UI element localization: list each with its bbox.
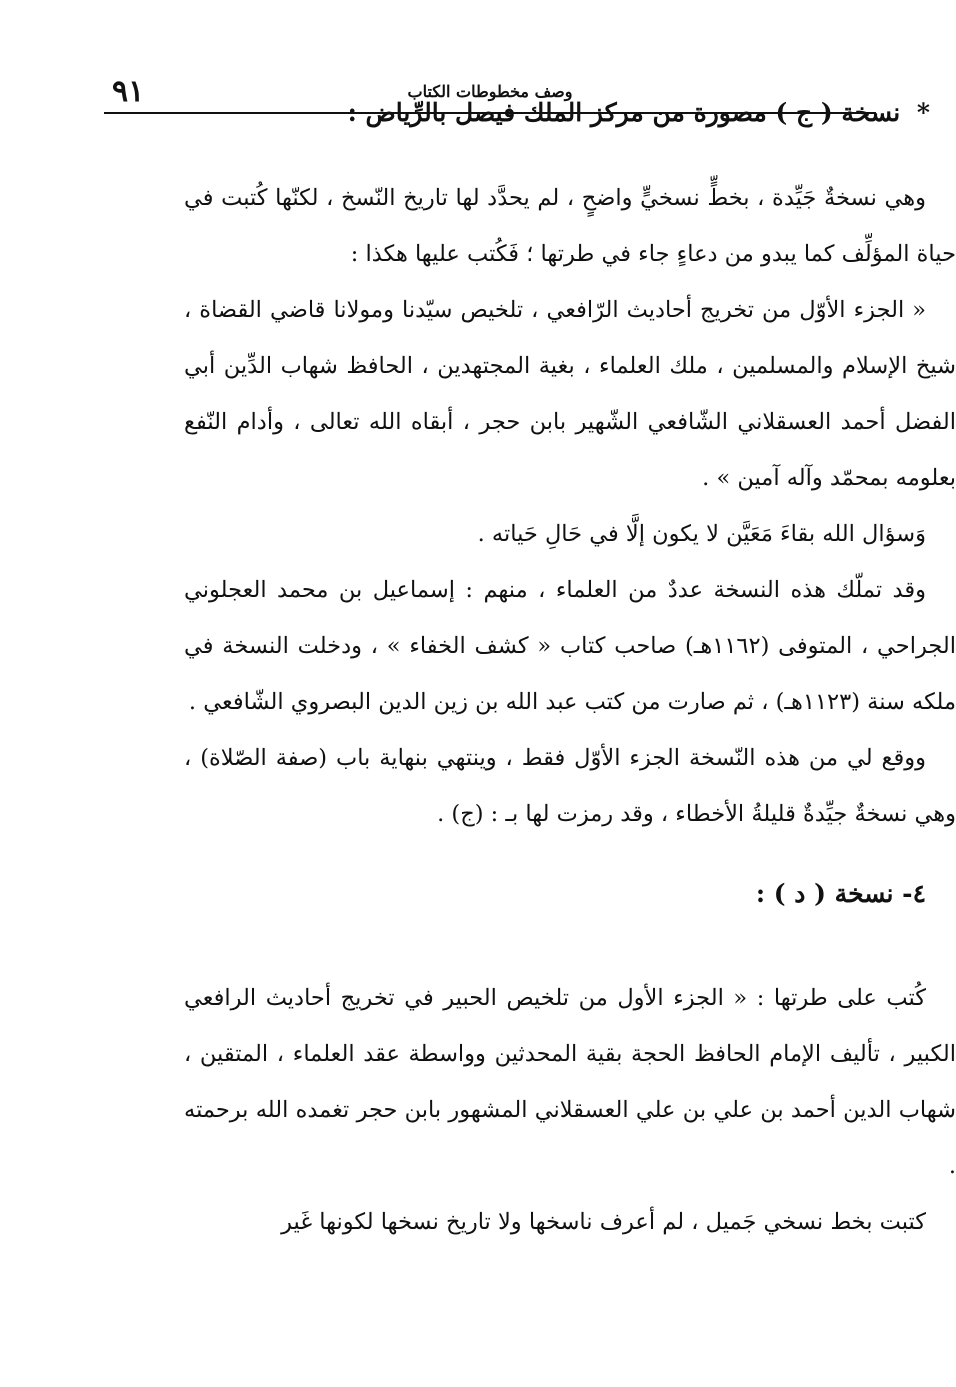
paragraph-script-d: كتبت بخط نسخي جَميل ، لم أعرف ناسخها ولا تاريخ نسخها لكونها غَير xyxy=(281,1209,926,1235)
running-title: وصف مخطوطات الكتاب xyxy=(407,82,573,101)
section-heading xyxy=(184,98,930,127)
page-number: ٩١ xyxy=(112,74,145,109)
paragraph-description: وهي نسخةٌ جَيِّدة ، بخطٍّ نسخيٍّ واضحٍ ، لم يحدَّد لها تاريخ النّسخ ، لكنّها كُتبت في حياة المؤلِّف كما يبدو من دعاءٍ جاء في طرتها ؛ فَكُتب عليها هكذا : xyxy=(184,185,956,267)
body-text-continued xyxy=(184,970,956,1250)
body-text xyxy=(184,170,956,842)
paragraph-title-page-quote: « الجزء الأوّل من تخريج أحاديث الرّافعي ، تلخيص سيّدنا ومولانا قاضي القضاة ، شيخ الإسلام والمسلمين ، ملك العلماء ، بغية المجتهدين ، الحافظ شهاب الدِّين أبي الفضل أحمد العسقلاني الشّافعي الشّهير بابن حجر ، أبقاه الله تعالى ، وأدام النّفع بعلومه بمحمّد وآله آمين » . xyxy=(184,297,956,491)
section-heading-text: نسخة ( ج ) مصورة من مركز الملك فيصل بالرِّياض : xyxy=(347,98,901,127)
paragraph-prayer-note: وَسؤال الله بقاءَ مَعَيَّن لا يكون إلَّا في حَالِ حَياته . xyxy=(477,521,926,547)
paragraph-ownership: وقد تملّك هذه النسخة عددٌ من العلماء ، منهم : إسماعيل بن محمد العجلوني الجراحي ، المتوفى (١١٦٢هـ) صاحب كتاب « كشف الخفاء » ، ودخلت النسخة في ملكه سنة (١١٢٣هـ) ، ثم صارت من كتب عبد الله بن زين الدين البصروي الشّافعي . xyxy=(184,577,956,715)
paragraph-title-page-d: كُتب على طرتها : « الجزء الأول من تلخيص الحبير في تخريج أحاديث الرافعي الكبير ، تأليف الإمام الحافظ الحجة بقية المحدثين وواسطة عقد العلماء ، المتقين ، شهاب الدين أحمد بن علي بن علي العسقلاني المشهور بابن حجر تغمده الله برحمته . xyxy=(184,985,956,1179)
subsection-heading: ٤- نسخة ( د ) : xyxy=(755,879,926,908)
paragraph-extent: ووقع لي من هذه النّسخة الجزء الأوّل فقط ، وينتهي بنهاية باب (صفة الصّلاة) ، وهي نسخةٌ جيِّدةٌ قليلةُ الأخطاء ، وقد رمزت لها بـ : (ج) . xyxy=(184,745,956,827)
star-marker: * xyxy=(916,98,930,127)
